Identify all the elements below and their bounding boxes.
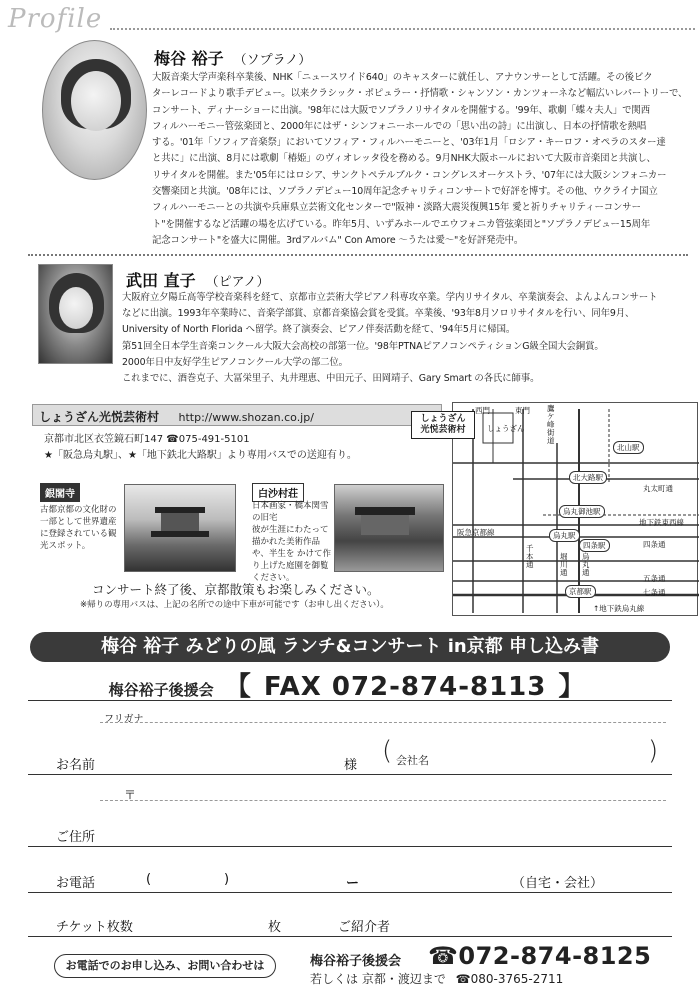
pianist-bio-line: 大阪府立夕陽丘高等学校音楽科を経て、京都市立芸術大学ピアノ科専攻卒業。学内リサイタル、卒業演奏会、よんよんコンサート: [122, 292, 658, 303]
name-label: お名前: [56, 758, 96, 773]
map-label: 東門: [515, 406, 530, 415]
furigana-line[interactable]: [100, 722, 666, 723]
hakusa-desc-line: 日本画家・橋本関雪: [252, 501, 329, 511]
footer-phone-line: [428, 942, 651, 970]
company-open-paren: (: [382, 736, 393, 766]
hakusa-desc-line: の旧宅: [252, 513, 278, 523]
telephone-icon: ☎: [166, 434, 179, 445]
phone-open-paren: (: [146, 872, 152, 887]
venue-address-line: [44, 432, 250, 448]
footer-alt-line: [310, 970, 563, 987]
singer-bio-line: 記念コンサート"を盛大に開催。3rdアルバム" Con Amore ～うたは愛～"を好評発売中。: [152, 234, 524, 246]
referrer-label: ご紹介者: [338, 920, 391, 935]
tickets-field[interactable]: [28, 936, 672, 937]
map-label: 五条通: [643, 574, 666, 583]
phone-field[interactable]: [28, 892, 672, 893]
map-label: 京都駅: [565, 585, 596, 598]
venue-url[interactable]: http://www.shozan.co.jp/: [178, 411, 314, 424]
venue-access: ★「阪急烏丸駅」、★「地下鉄北大路駅」より専用バスでの送迎有り。: [44, 450, 357, 461]
inquiry-pill: お電話でのお申し込み、お問い合わせは: [54, 954, 276, 978]
footer-alt: 若しくは 京都・渡辺まで: [310, 972, 446, 986]
map-label: 丸太町通: [643, 484, 673, 493]
phone-label: お電話: [56, 876, 96, 891]
map-label: 烏丸駅: [549, 529, 580, 542]
ginkakuji-desc-line: 一部として世界遺産: [40, 517, 117, 527]
map-label: 四条駅: [579, 539, 610, 552]
venue-address: 京都市北区衣笠鏡石町147: [44, 434, 164, 445]
furigana-label: フリガナ: [104, 714, 144, 725]
map-label: 堀川通: [560, 552, 568, 577]
ginkakuji-desc-line: 光スポット。: [40, 541, 91, 551]
profile-header: [0, 0, 700, 40]
map-label: ↑地下鉄烏丸線: [593, 604, 645, 613]
pianist-role: （ピアノ）: [205, 275, 270, 290]
singer-role: （ソプラノ）: [233, 53, 312, 68]
phone-close-paren: ): [224, 872, 230, 887]
singer-photo: [42, 40, 147, 180]
pianist-bio-line: University of North Florida へ留学。終了演奏会、ピアノ伴奏活動を経て、'94年5月に帰国。: [122, 324, 516, 336]
singer-bio-line: ト"を開催するなど活躍の場を広げている。昨年5月、いずみホールでエウフォニカ管弦楽団と"ソプラノデビュー15周年: [152, 218, 651, 230]
pianist-bio-line: これまでに、酒巻克子、大冨栄里子、丸井理恵、中田元子、田岡靖子、Gary Smart の各氏に師事。: [122, 373, 540, 385]
sama-label: 様: [344, 758, 358, 773]
fax-close: 】: [558, 672, 586, 702]
home-work-label: （自宅・会社）: [512, 876, 604, 891]
map-label: 地下鉄東西線: [639, 518, 684, 527]
singer-bio-line: する。'01年「ソフィア音楽祭」においてソフィア・フィルハーモニーと、'03年1月「ロシア・キーロフ・オペラのスター達: [152, 137, 666, 149]
venue-header: [32, 404, 442, 426]
footer-org: 梅谷裕子後援会: [310, 954, 402, 969]
ginkakuji-title: 銀閣寺: [40, 483, 80, 502]
hakusa-desc-line: 彼が生涯にわたって: [252, 525, 329, 535]
map-label: 烏丸御池駅: [559, 505, 605, 518]
application-banner: 梅谷 裕子 みどりの風 ランチ&コンサート in京都 申し込み書: [30, 632, 670, 662]
phone-dash: ー: [346, 876, 360, 891]
telephone-icon: ☎: [455, 972, 471, 986]
venue-name: しょうざん光悦芸術村: [39, 410, 160, 424]
map-label: 北山駅: [613, 441, 644, 454]
venue-phone: 075-491-5101: [178, 434, 250, 445]
hakusa-desc-line: 描かれた美術作品: [252, 537, 321, 547]
telephone-icon: ☎: [428, 942, 459, 970]
fax-number[interactable]: FAX 072-874-8113: [263, 672, 547, 702]
address-field[interactable]: [28, 846, 672, 847]
pianist-bio-line: などに出演。1993年卒業時に、音楽学部賞、京都音楽協会賞を受賞。卒業後、'93年8月ソロリサイタルを行い、同年9月、: [122, 308, 635, 320]
map-label: 阪急京都線: [457, 528, 495, 537]
hakusa-desc-line: や、半生を かけて作: [252, 549, 332, 559]
hakusa-photo: [334, 484, 444, 572]
venue-note: コンサート終了後、京都散策もお楽しみください。: [92, 582, 380, 597]
singer-bio-line: 交響楽団と共演。'08年には、ソプラノデビュー10周年記念チャリティコンサートで好評を博す。その他、ウクライナ国立: [152, 186, 658, 198]
ginkakuji-photo: [124, 484, 236, 572]
map-label: 四条通: [643, 540, 666, 549]
tickets-label: チケット枚数: [56, 920, 133, 935]
map-label: 千本通: [526, 544, 534, 569]
company-label: 会社名: [396, 754, 429, 767]
hakusa-desc-line: ください。: [252, 573, 295, 583]
pianist-photo: [38, 264, 113, 364]
pianist-bio: [122, 290, 697, 387]
map-label: 七条通: [643, 588, 666, 597]
section-divider: [28, 254, 688, 256]
fax-rule: [28, 700, 672, 701]
map-venue-label: しょうざん 光悦芸術村: [411, 411, 475, 439]
profile-rule: [110, 28, 695, 30]
singer-bio-line: フィルハーモニー管弦楽団と、2000年にはザ・シンフォニーホールでの「思い出の詩」に出演し、日本の抒情歌を熱唱: [152, 120, 647, 132]
name-field[interactable]: [28, 774, 672, 775]
pianist-bio-line: 2000年日中友好学生ピアノコンクール大学の部二位。: [122, 356, 348, 368]
singer-name: 梅谷 裕子 （ソプラノ）: [154, 49, 312, 68]
mai-label: 枚: [268, 920, 282, 935]
map-label: 北大路駅: [569, 471, 607, 484]
map-label: 西門: [475, 406, 490, 415]
profile-heading: Profile: [8, 4, 103, 34]
postal-mark: 〒: [124, 788, 137, 802]
fax-org: 梅谷裕子後援会: [108, 681, 214, 699]
pianist-name: 武田 直子 （ピアノ）: [126, 271, 270, 290]
singer-bio-line: 大阪音楽大学声楽科卒業後、NHK「ニュースワイド640」のキャスターに就任し、アナウンサーとして活躍。その後ビク: [152, 72, 653, 83]
postal-line[interactable]: [100, 800, 666, 801]
singer-bio-line: ターレコードより歌手デビュー。以来クラシック・ポピュラー・抒情歌・シャンソン・カンツォーネなど幅広いレパートリーで、: [152, 88, 688, 100]
ginkakuji-desc-line: 古都京都の文化財の: [40, 505, 117, 515]
singer-bio: [152, 70, 700, 249]
singer-bio-line: リサイタルを開催。また'05年にはロシア、サンクトペテルブルク・コングレスオーケストラ、'07年には大阪シンフォニカー: [152, 169, 667, 181]
hakusa-desc: [252, 500, 334, 584]
venue-note-small: ※帰りの専用バスは、上記の名所での途中下車が可能です（お申し出ください）。: [80, 600, 389, 610]
hakusa-desc-line: り上げた庭園を御覧: [252, 561, 329, 571]
singer-bio-line: フィルハーモニーとの共演や兵庫県立芸術文化センターで"阪神・淡路大震災復興15年 愛と祈りチャリティーコンサー: [152, 202, 641, 214]
map-label: 鷹ケ峰街道: [547, 404, 555, 445]
ginkakuji-desc: [40, 504, 122, 552]
address-label: ご住所: [56, 830, 96, 845]
hakusa-card: [252, 482, 304, 502]
access-map: [420, 402, 698, 616]
singer-bio-line: コンサート、ディナーショーに出演。'98年には大阪でソプラノリサイタルを開催する。'99年、歌劇「蝶々夫人」で関西: [152, 104, 650, 116]
map-label: 烏丸通: [582, 552, 590, 577]
fax-line: [0, 666, 700, 703]
ginkakuji-desc-line: に登録されている観: [40, 529, 117, 539]
footer-phone[interactable]: 072-874-8125: [458, 942, 652, 970]
fax-open: 【: [224, 672, 252, 702]
footer-alt-phone[interactable]: 080-3765-2711: [470, 972, 564, 986]
company-close-paren: ): [648, 736, 659, 766]
hakusa-title: 白沙村荘: [252, 483, 304, 502]
pianist-bio-line: 第51回全日本学生音楽コンクール大阪大会高校の部第一位。'98年PTNAピアノコンペティションG級全国大会銅賞。: [122, 340, 604, 352]
ginkakuji-card: [40, 482, 80, 502]
singer-bio-line: と共に」に出演、8月には歌劇「椿姫」のヴィオレッタ役を務める。9月NHK大阪ホールにおいて大阪市音楽団と共演し、: [152, 153, 656, 165]
map-label: しょうざん: [487, 424, 525, 433]
